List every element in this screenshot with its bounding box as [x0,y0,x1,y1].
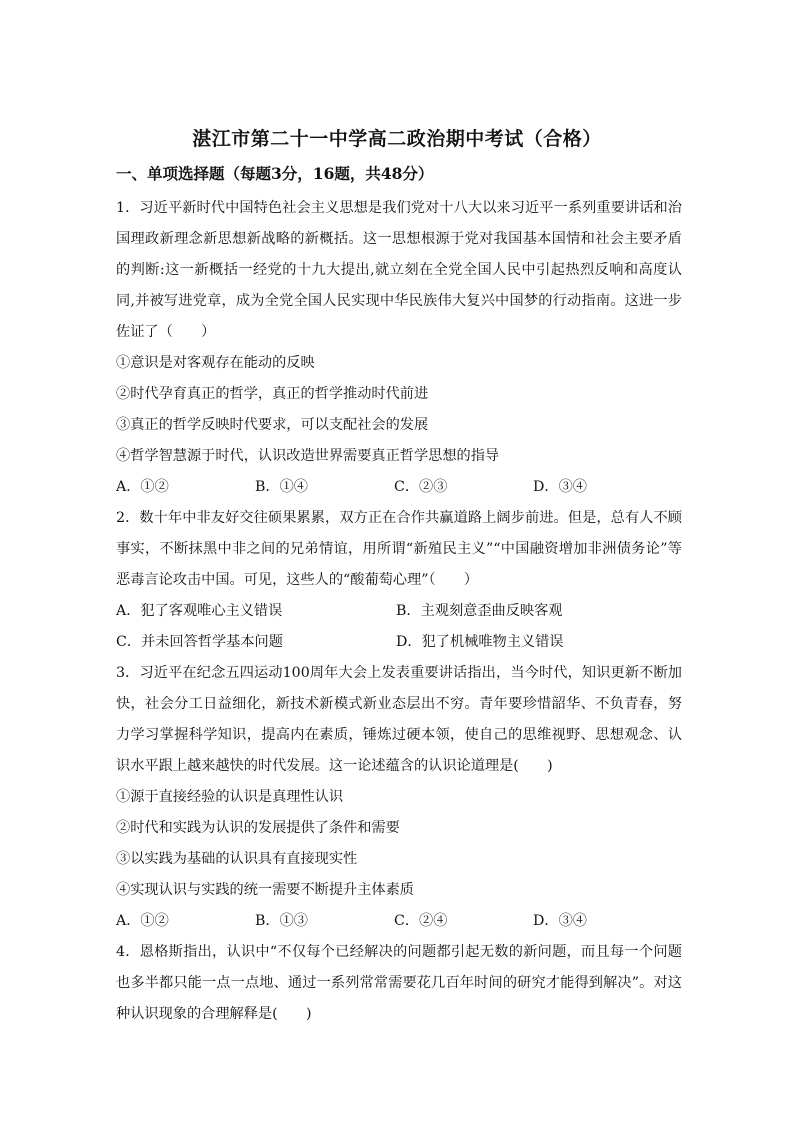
exam-title: 湛江市第二十一中学高二政治期中考试（合格） [192,128,602,150]
choice-d: D．③④ [533,479,587,495]
question-4-stem: 4．恩格斯指出，认识中“不仅每个已经解决的问题都引起无数的新问题，而且每一个问题也多半都只能一点一点地、通过一系列常常需要花几百年时间的研究才能得到解决”。对这种认识现象的合理解释是( ) [116,944,682,1022]
choice-c: C．②④ [394,913,448,929]
question-3-choices [116,906,682,937]
question-1-item: ③真正的哲学反映时代要求，可以支配社会的发展 [116,417,429,433]
choice-b: B．主观刻意歪曲反映客观 [396,603,563,619]
choice-c: C．②③ [394,479,448,495]
question-3-item: ①源于直接经验的认识是真理性认识 [116,789,344,805]
question-3-item: ②时代和实践为认识的发展提供了条件和需要 [116,820,400,836]
question-3-item: ③以实践为基础的认识具有直接现实性 [116,851,358,867]
question-1-item: ④哲学智慧源于时代，认识改造世界需要真正哲学思想的指导 [116,448,500,464]
choice-a: A．①② [116,479,169,495]
choice-a: A．犯了客观唯心主义错误 [116,603,283,619]
question-2-choices-row1 [116,596,682,627]
question-2-stem: 2．数十年中非友好交往硕果累累，双方正在合作共赢道路上阔步前进。但是，总有人不顾事实，不断抹黑中非之间的兄弟情谊，用所谓“新殖民主义”“中国融资增加非洲债务论”等恶毒言论攻击中国。可见，这些人的“酸葡萄心理”（ ） [116,510,682,588]
choice-b: B．①④ [255,479,308,495]
question-2-choices-row2 [116,627,682,658]
question-1-choices [116,472,682,503]
choice-a: A．①② [116,913,169,929]
question-1-item: ②时代孕育真正的哲学，真正的哲学推动时代前进 [116,386,429,402]
section-heading: 一、单项选择题（每题3分，16题，共48分） [116,164,434,183]
question-1-stem: 1．习近平新时代中国特色社会主义思想是我们党对十八大以来习近平一系列重要讲话和治国理政新理念新思想新战略的新概括。这一思想根源于党对我国基本国情和社会主要矛盾的判断:这一新概括一经党的十九大提出,就立刻在全党全国人民中引起热烈反响和高度认同,并被写进党章，成为全党全国人民实现中华民族伟大复兴中国梦的行动指南。这进一步佐证了（ ） [116,200,682,340]
question-3-stem: 3．习近平在纪念五四运动100周年大会上发表重要讲话指出，当今时代，知识更新不断加快，社会分工日益细化，新技术新模式新业态层出不穷。青年要珍惜韶华、不负青春，努力学习掌握科学知识，提高内在素质，锤炼过硬本领，使自己的思维视野、思想观念、认识水平跟上越来越快的时代发展。这一论述蕴含的认识论道理是( ) [116,665,682,774]
question-3-item: ④实现认识与实践的统一需要不断提升主体素质 [116,882,414,898]
choice-d: D．犯了机械唯物主义错误 [396,634,564,650]
question-1-item: ①意识是对客观存在能动的反映 [116,355,315,371]
choice-d: D．③④ [533,913,587,929]
choice-b: B．①③ [255,913,308,929]
questions [116,193,682,1030]
choice-c: C．并未回答哲学基本问题 [116,634,283,650]
